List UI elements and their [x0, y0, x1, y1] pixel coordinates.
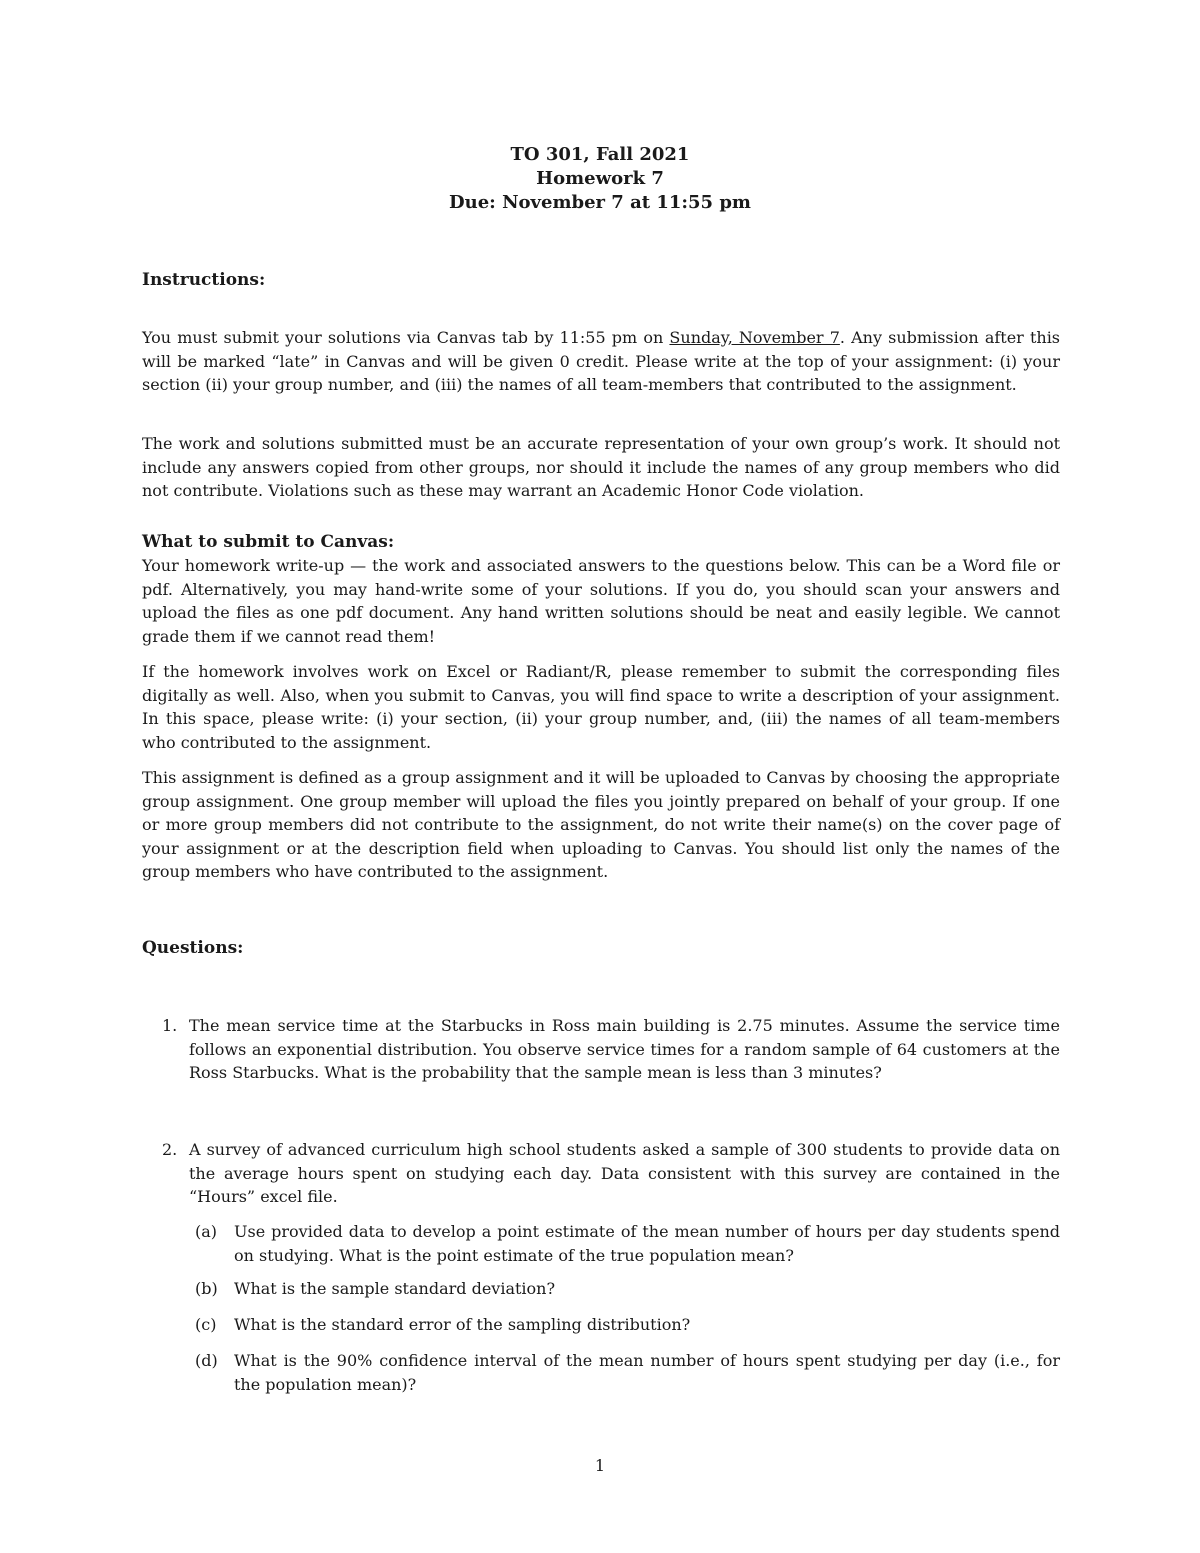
- part-a-text: Use provided data to develop a point estimate of the mean number of hours per day students spend on studying. What is the point estimate of the true population mean?: [234, 1222, 1060, 1265]
- instructions-heading: Instructions:: [142, 270, 266, 290]
- question-2: [142, 1138, 1060, 1209]
- question-1-number: 1.: [162, 1016, 178, 1035]
- instructions-p1-start: You must submit your solutions via Canvas tab by 11:55 pm on: [142, 328, 670, 347]
- question-2-part-c: [142, 1313, 1060, 1337]
- question-1-text: The mean service time at the Starbucks in Ross main building is 2.75 minutes. Assume the service time follows an exponential distribution. You observe service times for a random sample of 64 customers at the Ross Starbucks. What is the probability that the sample mean is less than 3 minutes?: [189, 1016, 1060, 1082]
- part-c-text: What is the standard error of the sampling distribution?: [234, 1315, 691, 1334]
- homework-title: Homework 7: [536, 168, 664, 189]
- submit-paragraph-1: Your homework write-up — the work and associated answers to the questions below. This can be a Word file or pdf. Alternatively, you may hand-write some of your solutions. If you do, you should scan your answers and upload the files as one pdf document. Any hand written solutions should be neat and easily legible. We cannot grade them if we cannot read them!: [142, 556, 1060, 646]
- part-c-label: (c): [195, 1315, 217, 1334]
- due-date: Due: November 7 at 11:55 pm: [449, 192, 751, 213]
- instructions-paragraph-2: The work and solutions submitted must be an accurate representation of your own group’s work. It should not include any answers copied from other groups, nor should it include the names of any group members who did not contribute. Violations such as these may warrant an Academic Honor Code violation.: [142, 434, 1060, 500]
- part-b-text: What is the sample standard deviation?: [234, 1279, 556, 1298]
- course-title: TO 301, Fall 2021: [510, 144, 690, 165]
- document-header: [0, 143, 1200, 215]
- submit-heading: What to submit to Canvas:: [142, 532, 395, 552]
- questions-heading: Questions:: [142, 938, 244, 958]
- instructions-paragraph-1: [142, 326, 1060, 397]
- submit-paragraph-3: This assignment is defined as a group assignment and it will be uploaded to Canvas by choosing the appropriate group assignment. One group member will upload the files you jointly prepared on behalf of your group. If one or more group members did not contribute to the assignment, do not write their name(s) on the cover page of your assignment or at the description field when uploading to Canvas. You should list only the names of the group members who have contributed to the assignment.: [142, 768, 1060, 881]
- instructions-p1-end: . Any submission after this will be marked “late” in Canvas and will be given 0 credit. Please write at the top of your assignment: (i) your section (ii) your group number, and (iii) the names of all team-members that contributed to the assignment.: [142, 328, 1061, 394]
- question-1: [142, 1014, 1060, 1085]
- submit-paragraph-2: If the homework involves work on Excel or Radiant/R, please remember to submit the corresponding files digitally as well. Also, when you submit to Canvas, you will find space to write a description of your assignment. In this space, please write: (i) your section, (ii) your group number, and, (iii) the names of all team-members who contributed to the assignment.: [142, 662, 1060, 752]
- question-2-part-d: [142, 1349, 1060, 1396]
- question-2-part-b: [142, 1277, 1060, 1301]
- part-b-label: (b): [195, 1279, 218, 1298]
- question-2-text: A survey of advanced curriculum high school students asked a sample of 300 students to provide data on the average hours spent on studying each day. Data consistent with this survey are contained in the “Hours” excel file.: [189, 1140, 1060, 1206]
- part-a-label: (a): [195, 1222, 218, 1241]
- due-day-underlined: Sunday, November 7: [669, 328, 840, 347]
- question-2-part-a: [142, 1220, 1060, 1267]
- part-d-text: What is the 90% confidence interval of the mean number of hours spent studying per day (i.e., for the population mean)?: [234, 1351, 1060, 1394]
- question-2-number: 2.: [162, 1140, 178, 1159]
- page-number: 1: [594, 1456, 606, 1475]
- part-d-label: (d): [195, 1351, 218, 1370]
